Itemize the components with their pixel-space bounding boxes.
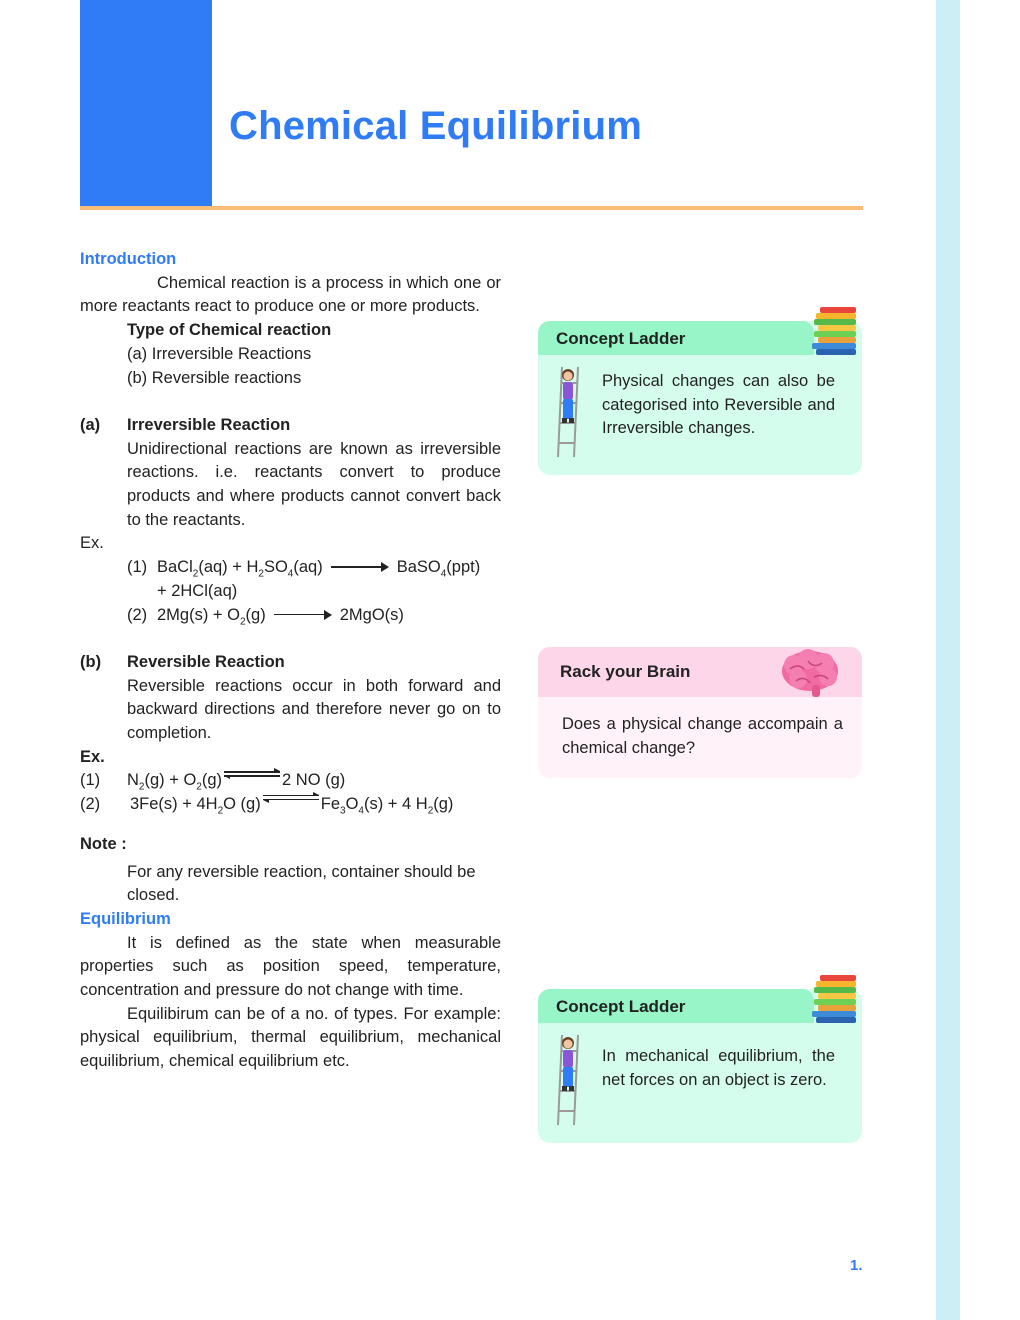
equilibrium-arrow-icon [263, 793, 319, 803]
concept-ladder-title: Concept Ladder [556, 997, 686, 1016]
intro-paragraph: Chemical reaction is a process in which one or more reactants react to produce one or more products. [80, 273, 501, 316]
concept-ladder-text: In mechanical equilibrium, the net forces on an object is zero. [602, 1047, 835, 1089]
irreversible-heading-row [80, 414, 501, 438]
reversible-label: (b) [80, 652, 102, 671]
page-title: Chemical Equilibrium [229, 104, 642, 148]
rack-your-brain-box [538, 647, 862, 778]
rack-your-brain-title: Rack your Brain [560, 662, 691, 681]
types-heading: Type of Chemical reaction [127, 321, 332, 340]
ladder-climber-icon [554, 1031, 588, 1127]
concept-ladder-text: Physical changes can also be categorised into Reversible and Irreversible changes. [602, 372, 835, 438]
irreversible-heading: Irreversible Reaction [127, 415, 291, 434]
concept-ladder-header [538, 321, 814, 355]
concept-ladder-header [538, 989, 814, 1023]
equation-continuation: + 2HCl(aq) [157, 581, 238, 600]
eq-number: (2) [127, 605, 148, 624]
equation-rhs: $Fe_3O_4(s) + 4$ $H_2(g)$ [320, 795, 454, 817]
equation-rhs: 2 NO (g) [282, 771, 346, 790]
intro-heading: Introduction [80, 250, 177, 268]
equilibrium-paragraph-1: It is defined as the state when measurable properties such as position speed, temperature, concentration and pressure do not change with time. [80, 933, 501, 1000]
type-a-item: (a) Irreversible Reactions [127, 344, 312, 363]
note-text: For any reversible reaction, container should be closed. [127, 862, 476, 905]
equation-lhs: $N_2(g) + O_2(g)$ [127, 771, 223, 793]
irreversible-equation-2 [80, 604, 501, 628]
books-stack-icon [810, 973, 860, 1025]
irreversible-ex-label: Ex. [80, 534, 104, 553]
side-strip [936, 0, 960, 1320]
concept-ladder-box-2 [538, 989, 862, 1143]
equation-rhs: 2MgO(s) [339, 605, 404, 624]
page-number: 1. [850, 1257, 863, 1274]
rack-your-brain-text: Does a physical change accompain a chemical change? [562, 715, 843, 757]
equilibrium-arrow-icon [224, 769, 280, 779]
equation-rhs: BaSO$_4$(ppt) [396, 558, 481, 580]
reversible-heading: Reversible Reaction [127, 652, 285, 671]
equation-lhs: BaCl$_2$(aq) + $H_2SO_4(aq)$ [157, 558, 323, 580]
brain-icon [778, 647, 842, 699]
ladder-climber-icon [554, 363, 588, 459]
eq-number: (1) [127, 558, 148, 577]
reversible-equation-1 [80, 769, 501, 793]
equation-lhs: $3Fe(s) + 4H_2O$ (g) [130, 795, 261, 817]
irreversible-paragraph: Unidirectional reactions are known as irreversible reactions. i.e. reactants convert to produce products and where products cannot convert back to the reactants. [127, 439, 501, 529]
type-b-item: (b) Reversible reactions [127, 368, 302, 387]
main-column [80, 248, 501, 1074]
irreversible-equation-1 [80, 556, 501, 580]
books-stack-icon [810, 305, 860, 357]
eq-number: (1) [80, 771, 101, 790]
forward-arrow-icon [331, 562, 389, 572]
concept-ladder-box-1 [538, 321, 862, 475]
reversible-heading-row [80, 651, 501, 675]
header-color-block [80, 0, 212, 206]
forward-arrow-icon [274, 610, 332, 620]
equilibrium-paragraph-2: Equilibirum can be of a no. of types. For example: physical equilibrium, thermal equilibrium, mechanical equilibrium, chemical equilibrium etc. [80, 1004, 501, 1071]
equilibrium-heading: Equilibrium [80, 909, 171, 928]
header-divider [80, 206, 863, 210]
concept-ladder-title: Concept Ladder [556, 329, 686, 348]
note-heading: Note : [80, 834, 127, 853]
equation-lhs: $2Mg(s) + O_2(g)$ [157, 605, 266, 627]
irreversible-label: (a) [80, 415, 101, 434]
reversible-ex-label: Ex. [80, 747, 105, 766]
reversible-equation-2 [80, 793, 501, 817]
eq-number: (2) [80, 795, 101, 814]
reversible-paragraph: Reversible reactions occur in both forward and backward directions and therefore never go on to completion. [127, 676, 501, 743]
